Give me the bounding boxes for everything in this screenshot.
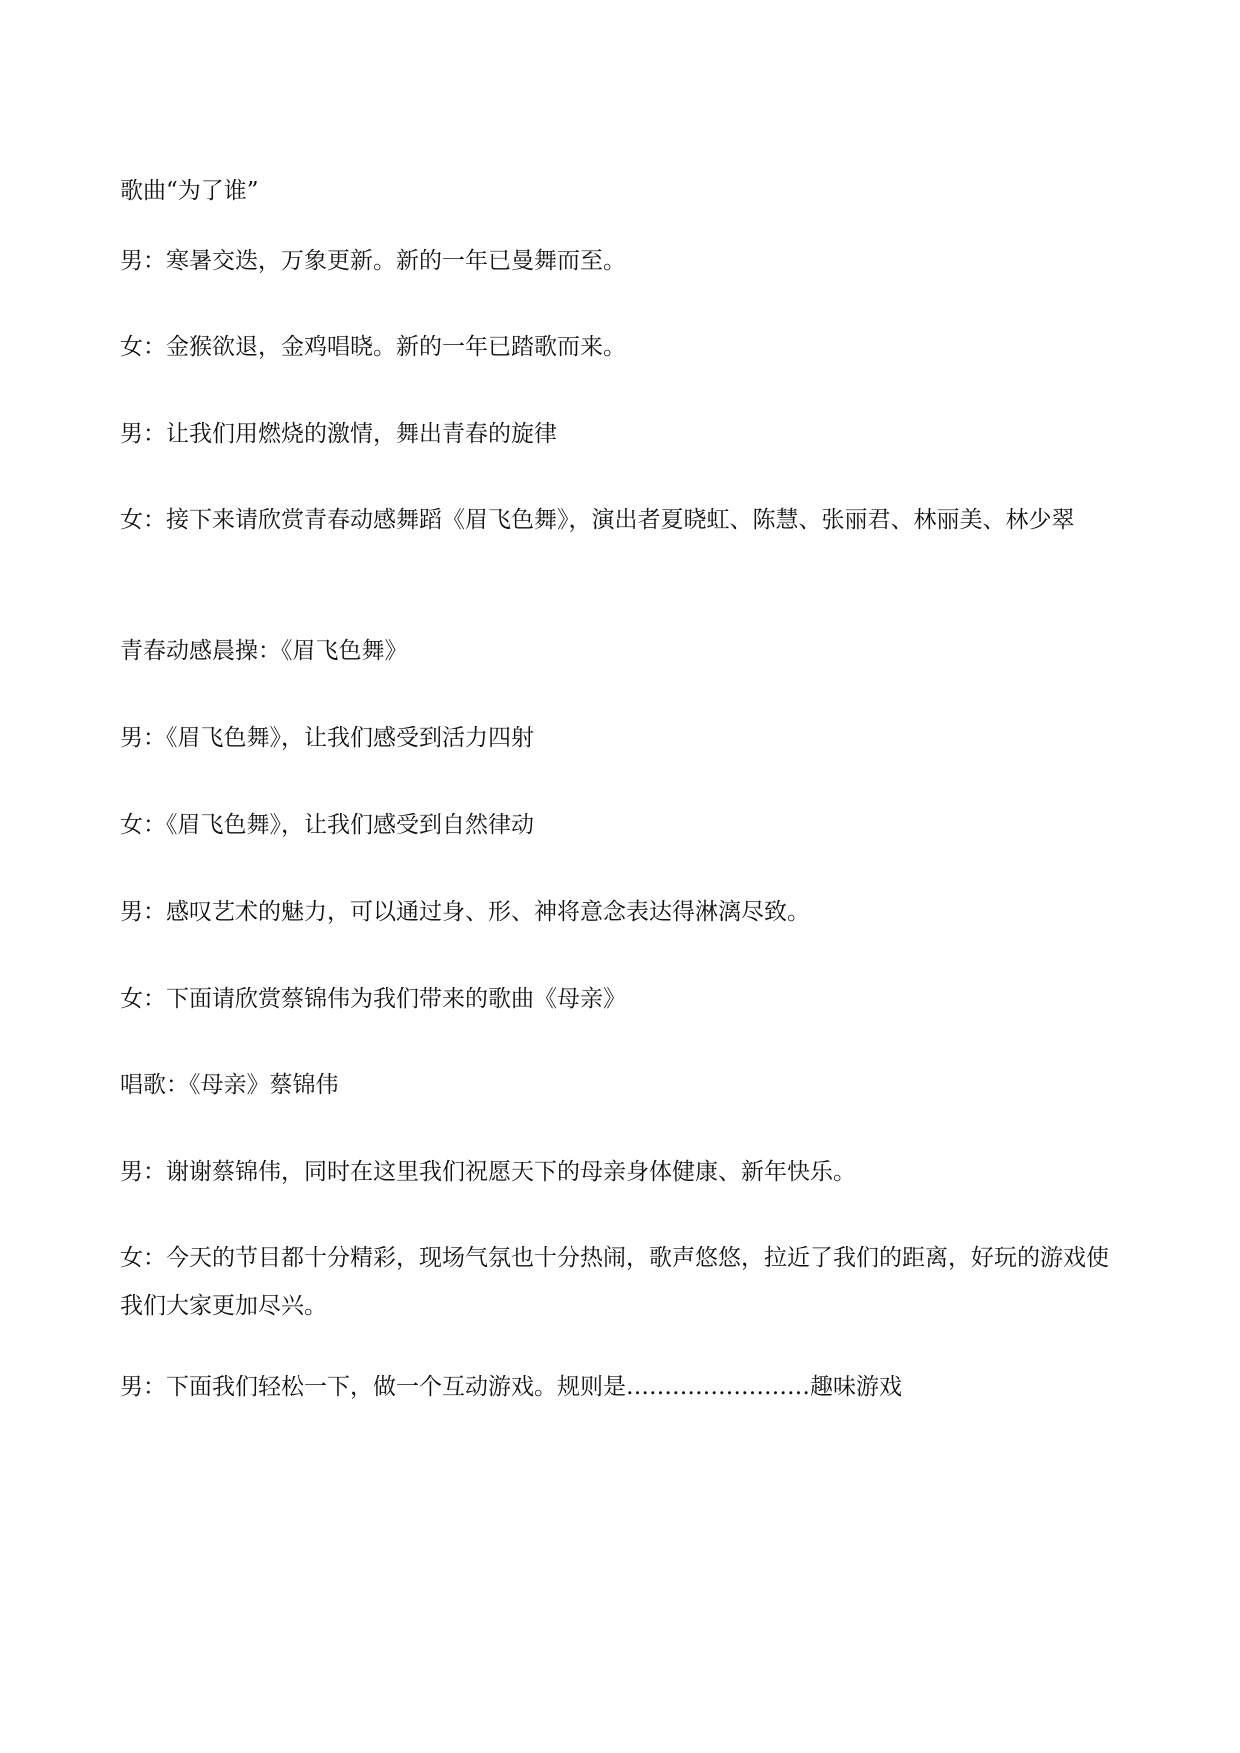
dialogue-line: 男：感叹艺术的魅力，可以通过身、形、神将意念表达得淋漓尽致。	[120, 899, 810, 925]
song-title-line: 歌曲“为了谁”	[120, 178, 259, 204]
dialogue-line: 女：接下来请欣赏青春动感舞蹈《眉飞色舞》，演出者夏晓虹、陈慧、张丽君、林丽美、林少翠	[120, 507, 1075, 533]
dialogue-line: 女：今天的节目都十分精彩，现场气氛也十分热闹，歌声悠悠，拉近了我们的距离，好玩的游戏使我们大家更加尽兴。	[120, 1245, 1109, 1319]
dialogue-line: 男：《眉飞色舞》，让我们感受到活力四射	[120, 725, 534, 751]
program-item-line: 青春动感晨操：《眉飞色舞》	[120, 638, 408, 664]
dialogue-line: 男：谢谢蔡锦伟，同时在这里我们祝愿天下的母亲身体健康、新年快乐。	[120, 1159, 856, 1185]
dialogue-line: 男：下面我们轻松一下，做一个互动游戏。规则是……………………趣味游戏	[120, 1374, 902, 1400]
dialogue-line: 男：让我们用燃烧的激情，舞出青春的旋律	[120, 421, 557, 447]
program-item-line: 唱歌：《母亲》蔡锦伟	[120, 1072, 339, 1098]
dialogue-line: 女：下面请欣赏蔡锦伟为我们带来的歌曲《母亲》	[120, 986, 626, 1012]
dialogue-line: 男：寒暑交迭，万象更新。新的一年已曼舞而至。	[120, 248, 626, 274]
dialogue-line: 女：《眉飞色舞》，让我们感受到自然律动	[120, 812, 534, 838]
dialogue-line: 女：金猴欲退，金鸡唱晓。新的一年已踏歌而来。	[120, 334, 626, 360]
